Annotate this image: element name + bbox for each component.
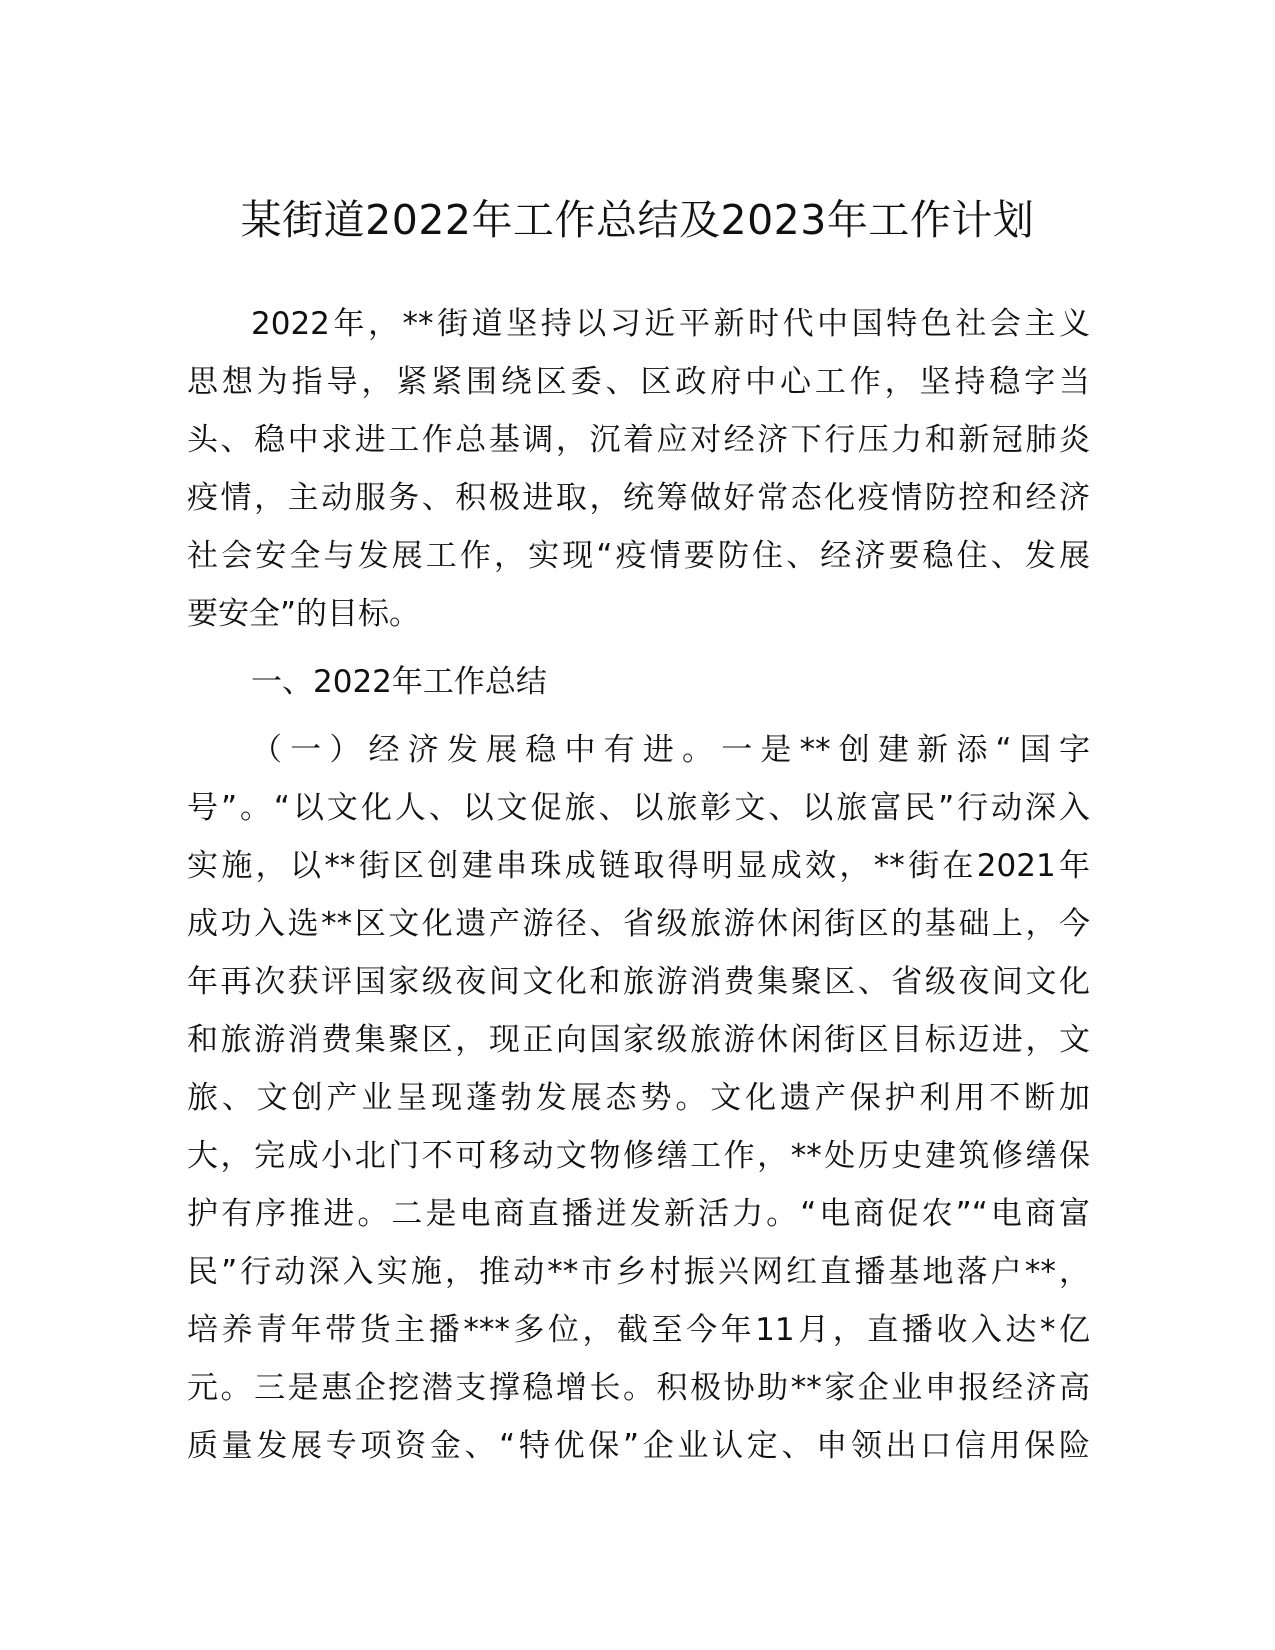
paragraph-line: 民”行动深入实施，推动**市乡村振兴网红直播基地落户**，: [187, 1254, 1090, 1290]
paragraph-line: 社会安全与发展工作，实现“疫情要防住、经济要稳住、发展: [187, 538, 1090, 574]
paragraph-line: 号”。“以文化人、以文促旅、以旅彰文、以旅富民”行动深入: [187, 790, 1090, 826]
paragraph-line: 要安全”的目标。: [187, 596, 421, 632]
paragraph-line: 成功入选**区文化遗产游径、省级旅游休闲街区的基础上，今: [187, 906, 1090, 942]
paragraph-line: （一）经济发展稳中有进。一是**创建新添“国字: [251, 732, 1090, 768]
paragraph-line: 2022年，**街道坚持以习近平新时代中国特色社会主义: [251, 306, 1090, 342]
paragraph-line: 和旅游消费集聚区，现正向国家级旅游休闲街区目标迈进，文: [187, 1022, 1090, 1058]
paragraph-line: 元。三是惠企挖潜支撑稳增长。积极协助**家企业申报经济高: [187, 1370, 1090, 1406]
paragraph-line: 旅、文创产业呈现蓬勃发展态势。文化遗产保护利用不断加: [187, 1080, 1090, 1116]
paragraph-line: 质量发展专项资金、“特优保”企业认定、申领出口信用保险: [187, 1428, 1090, 1464]
paragraph-line: 培养青年带货主播***多位，截至今年11月，直播收入达*亿: [187, 1312, 1090, 1348]
paragraph-line: 思想为指导，紧紧围绕区委、区政府中心工作，坚持稳字当: [187, 364, 1090, 400]
paragraph-line: 大，完成小北门不可移动文物修缮工作，**处历史建筑修缮保: [187, 1138, 1090, 1174]
paragraph-line: 年再次获评国家级夜间文化和旅游消费集聚区、省级夜间文化: [187, 964, 1090, 1000]
document-title: 某街道2022年工作总结及2023年工作计划: [240, 196, 1035, 244]
paragraph-line: 头、稳中求进工作总基调，沉着应对经济下行压力和新冠肺炎: [187, 422, 1090, 458]
section-heading: 一、2022年工作总结: [251, 664, 547, 700]
paragraph-line: 疫情，主动服务、积极进取，统筹做好常态化疫情防控和经济: [187, 480, 1090, 516]
paragraph-line: 护有序推进。二是电商直播迸发新活力。“电商促农”“电商富: [187, 1196, 1090, 1232]
document-body: [187, 295, 1090, 1475]
paragraph-line: 实施，以**街区创建串珠成链取得明显成效，**街在2021年: [187, 848, 1090, 884]
